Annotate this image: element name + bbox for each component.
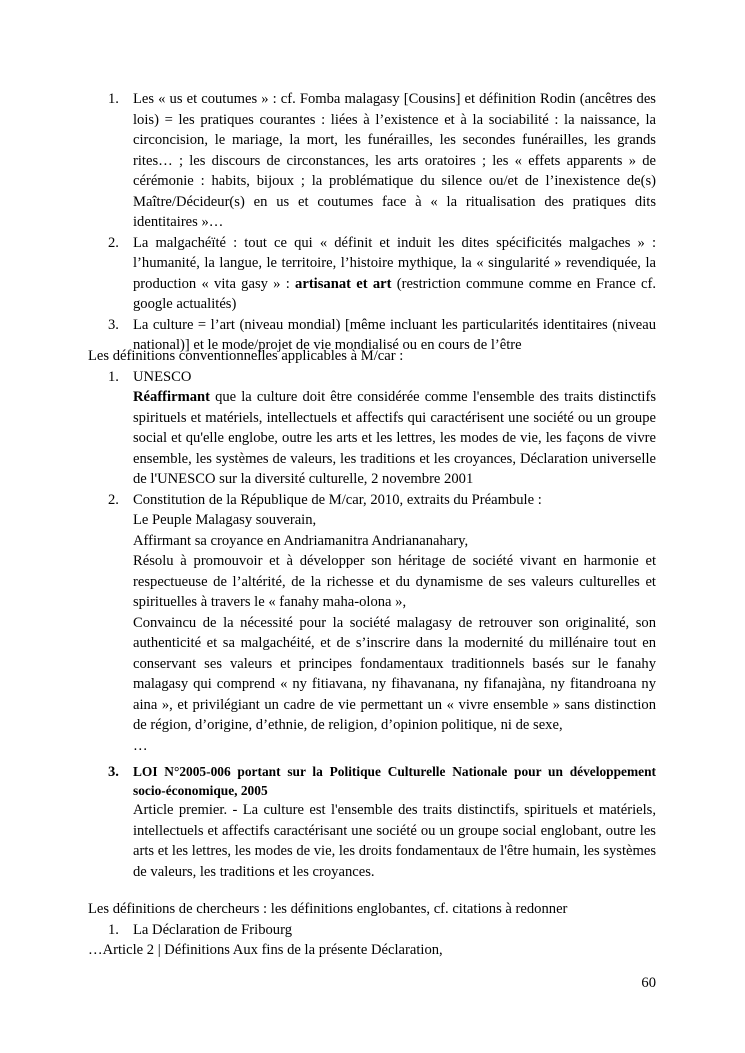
unesco-item <box>88 367 656 490</box>
section-heading: Les définitions conventionnelles applicables à M/car : <box>88 348 404 364</box>
preamble-paragraph: Résolu à promouvoir et à développer son héritage de société vivant en harmonie et respectueuse de l’altérité, de la richesse et du dynamisme de ses valeurs culturelles et spirituelles à travers le « fanahy maha-olona », <box>133 553 656 610</box>
list-number: 2. <box>108 234 119 251</box>
law-text: Article premier. - La culture est l'ensemble des traits distinctifs, spirituels et matériels, intellectuels et affectifs caractérisant une société ou un groupe social englobant, outre les arts et les lettres, les modes de vie, les droits fondamentaux de l'être humain, les systèmes de valeurs, les traditions et les croyances. <box>133 802 657 880</box>
constitution-item <box>88 490 656 757</box>
preamble-line: Le Peuple Malagasy souverain, <box>133 512 317 528</box>
law-title: LOI N°2005-006 portant sur la Politique Culturelle Nationale pour un développement socio-économique, 2005 <box>133 764 656 798</box>
list-number: 1. <box>108 921 119 938</box>
researchers-section <box>88 899 656 961</box>
list-item <box>88 233 656 315</box>
list-item-text: La culture = l’art (niveau mondial) [même incluant les particularités identitaires (niveau national)] et le mode/projet de vie mondialisé ou en cours de l’être <box>133 316 656 353</box>
list-number: 1. <box>108 368 119 385</box>
preamble-line: Affirmant sa croyance en Andriamanitra Andriananahary, <box>133 532 469 549</box>
ellipsis: … <box>133 737 148 754</box>
item-title: Constitution de la République de M/car, 2010, extraits du Préambule : <box>133 491 542 508</box>
list-item <box>88 89 656 233</box>
preamble-paragraph: Convaincu de la nécessité pour la société malagasy de retrouver son originalité, son authenticité et sa malgachéité, et de s’inscrire dans la modernité du millénaire tout en conservant ses valeurs et principes fondamentaux traditionnels basés sur le fanahy malagasy qui comprend « ny fitiavana, ny fihavanana, ny fifanajàna, ny fitandroana ny aina », et privilégiant un cadre de vie permettant un « vivre ensemble » sans distinction de région, d’origine, d’ethnie, de religion, d’opinion politique, ni de sexe, <box>133 614 656 733</box>
list-number: 3. <box>108 316 119 333</box>
law-item <box>88 762 656 882</box>
item-title: UNESCO <box>133 368 192 385</box>
list-item-text: Les « us et coutumes » : cf. Fomba malagasy [Cousins] et définition Rodin (ancêtres des lois) = les pratiques courantes : liées à l’existence et à la sociabilité : la naissance, la circoncision, le mariage, la mort, les funérailles, les secondes funérailles, les grands rites… ; les discours de circonstances, les arts oratoires ; les « effets apparents » de cérémonie : habits, bijoux ; la problématique du silence ou/et de l’inexistence de(s) Maître/Décideur(s) en us et coutumes face à « la ritualisation des pratiques dits identitaires »… <box>133 91 656 230</box>
section-heading: Les définitions de chercheurs : les définitions englobantes, cf. citations à redonner <box>88 901 568 917</box>
bold-phrase: artisanat et art <box>295 275 392 292</box>
list-number: 1. <box>108 91 119 107</box>
conventional-section <box>88 346 656 756</box>
bold-phrase: Réaffirmant <box>133 389 210 405</box>
law-section <box>88 762 656 882</box>
list-item-text: La malgachéïté : tout ce qui « définit et induit les dites spécificités malgaches » : l’humanité, la langue, le territoire, l’histoire mythique, la « singularité » revendiquée, la production « vita gasy » : <box>133 234 656 292</box>
intro-list <box>88 89 656 356</box>
article-line: …Article 2 | Définitions Aux fins de la présente Déclaration, <box>88 942 443 958</box>
unesco-text: que la culture doit être considérée comme l'ensemble des traits distinctifs spirituels et matériels, intellectuels et affectifs qui caractérisent une société ou un groupe social et qu'elle englobe, outre les arts et les lettres, les modes de vie, les façons de vivre ensemble, les systèmes de valeurs, les traditions et les croyances, Déclaration universelle de l'UNESCO sur la diversité culturelle, 2 novembre 2001 <box>133 389 656 487</box>
list-item-text: La Déclaration de Fribourg <box>133 921 292 938</box>
list-number: 2. <box>108 491 119 508</box>
page-number: 60 <box>641 975 656 991</box>
list-item-text-tail: (restriction commune comme en France cf. google actualités) <box>133 275 656 312</box>
list-number: 3. <box>108 764 119 780</box>
list-item <box>88 920 656 941</box>
